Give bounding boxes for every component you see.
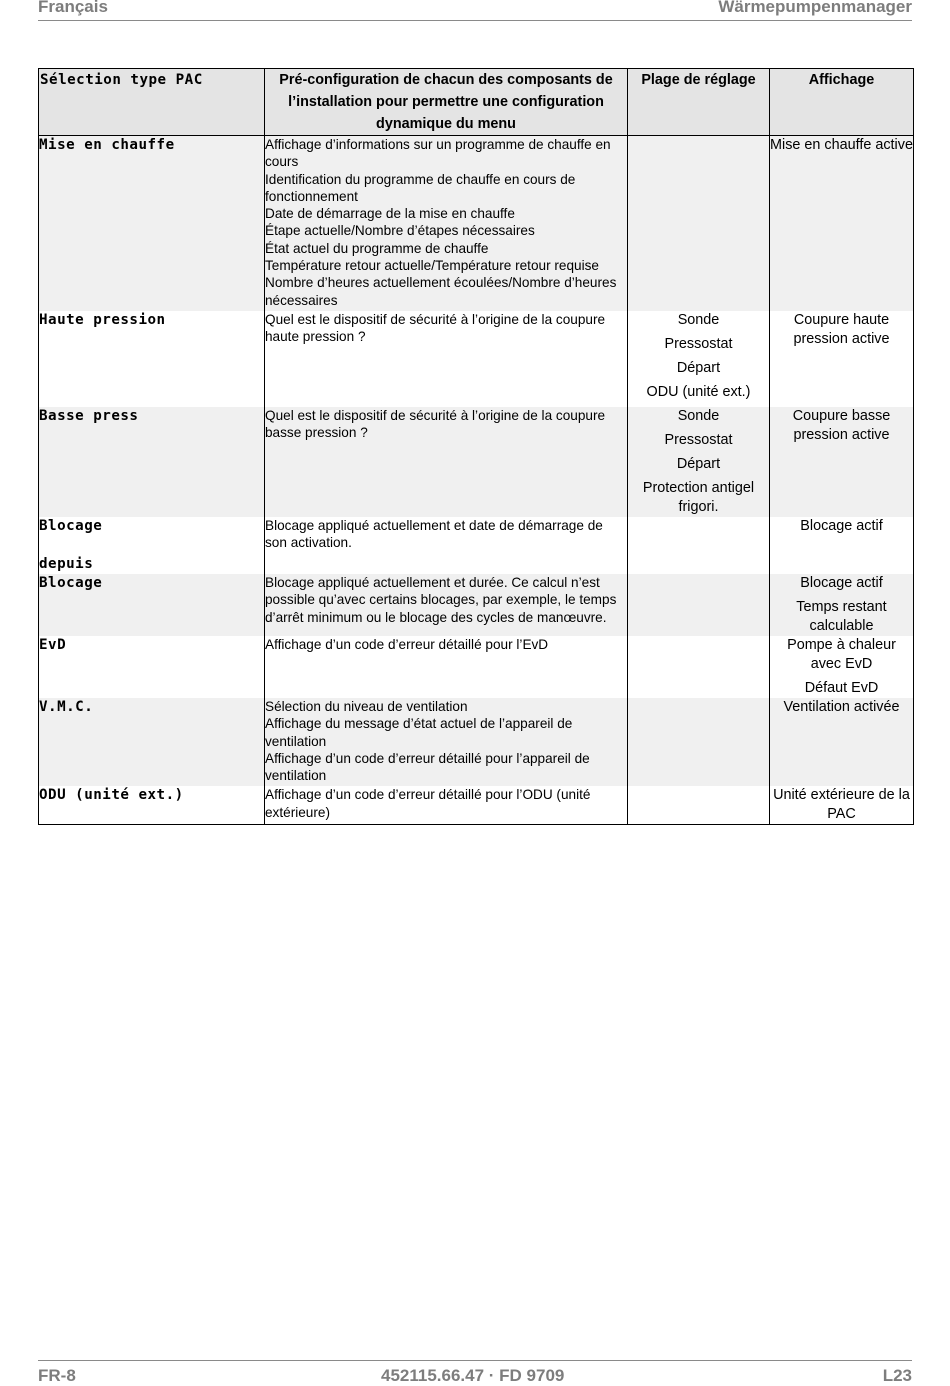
row-menu-name: Blocage depuis bbox=[39, 517, 265, 574]
row-range bbox=[628, 786, 770, 825]
row-menu-name: Blocage bbox=[39, 574, 265, 636]
row-range bbox=[628, 136, 770, 311]
header-menu-cell bbox=[39, 69, 265, 136]
header-menu-label: Sélection type PAC bbox=[40, 72, 203, 88]
row-range bbox=[628, 574, 770, 636]
row-display: Blocage actif bbox=[770, 517, 914, 574]
footer-revision: L23 bbox=[882, 1366, 912, 1385]
row-display: Mise en chauffe active bbox=[770, 136, 914, 311]
row-display: Coupure basse pression active bbox=[770, 407, 914, 517]
settings-table bbox=[38, 68, 914, 825]
row-description: Sélection du niveau de ventilation Affichage du message d’état actuel de l’appareil de ventilation Affichage d’un code d’erreur détaillé pour l’appareil de ventilation bbox=[265, 698, 628, 786]
header-description: Pré-configuration de chacun des composants de l’installation pour permettre une configuration dynamique du menu bbox=[265, 69, 628, 136]
page-footer bbox=[38, 1360, 912, 1385]
row-range bbox=[628, 636, 770, 698]
table-row bbox=[39, 311, 914, 407]
row-display: Blocage actif Temps restant calculable bbox=[770, 574, 914, 636]
row-description: Blocage appliqué actuellement et date de démarrage de son activation. bbox=[265, 517, 628, 574]
row-description: Affichage d’un code d’erreur détaillé pour l’ODU (unité extérieure) bbox=[265, 786, 628, 825]
row-menu-name: Mise en chauffe bbox=[39, 136, 265, 311]
footer-page-number: FR-8 bbox=[38, 1366, 76, 1385]
footer-document-id: 452115.66.47 · FD 9709 bbox=[381, 1366, 565, 1385]
table-row bbox=[39, 574, 914, 636]
row-range: Sonde Pressostat Départ Protection antigel frigori. bbox=[628, 407, 770, 517]
header-range: Plage de réglage bbox=[628, 69, 770, 136]
row-range bbox=[628, 698, 770, 786]
row-range bbox=[628, 517, 770, 574]
row-menu-name: EvD bbox=[39, 636, 265, 698]
row-menu-name: V.M.C. bbox=[39, 698, 265, 786]
row-menu-name: Basse press bbox=[39, 407, 265, 517]
row-description: Quel est le dispositif de sécurité à l’origine de la coupure basse pression ? bbox=[265, 407, 628, 517]
table-row bbox=[39, 517, 914, 574]
header-manual-title: Wärmepumpenmanager bbox=[718, 0, 912, 16]
table-row bbox=[39, 636, 914, 698]
table-row bbox=[39, 786, 914, 825]
table-row bbox=[39, 698, 914, 786]
row-menu-name: ODU (unité ext.) bbox=[39, 786, 265, 825]
row-description: Affichage d’informations sur un programme de chauffe en cours Identification du programme de chauffe en cours de fonctionnement Date de démarrage de la mise en chauffe Étape actuelle/Nombre d’étapes nécessaires État actuel du programme de chauffe Température retour actuelle/Température retour requise Nombre d’heures actuellement écoulées/Nombre d’heures nécessaires bbox=[265, 136, 628, 311]
row-display: Unité extérieure de la PAC bbox=[770, 786, 914, 825]
header-display: Affichage bbox=[770, 69, 914, 136]
table-row bbox=[39, 407, 914, 517]
table-header-row bbox=[39, 69, 914, 136]
header-language: Français bbox=[38, 0, 108, 16]
row-menu-name: Haute pression bbox=[39, 311, 265, 407]
page-header bbox=[38, 0, 912, 21]
row-description: Quel est le dispositif de sécurité à l’origine de la coupure haute pression ? bbox=[265, 311, 628, 407]
row-range: Sonde Pressostat Départ ODU (unité ext.) bbox=[628, 311, 770, 407]
row-display: Ventilation activée bbox=[770, 698, 914, 786]
row-display: Pompe à chaleur avec EvD Défaut EvD bbox=[770, 636, 914, 698]
row-description: Affichage d’un code d’erreur détaillé pour l’EvD bbox=[265, 636, 628, 698]
row-display: Coupure haute pression active bbox=[770, 311, 914, 407]
row-description: Blocage appliqué actuellement et durée. Ce calcul n’est possible qu’avec certains blocages, par exemple, le temps d’arrêt minimum ou le blocage des cycles de manœuvre. bbox=[265, 574, 628, 636]
table-row bbox=[39, 136, 914, 311]
